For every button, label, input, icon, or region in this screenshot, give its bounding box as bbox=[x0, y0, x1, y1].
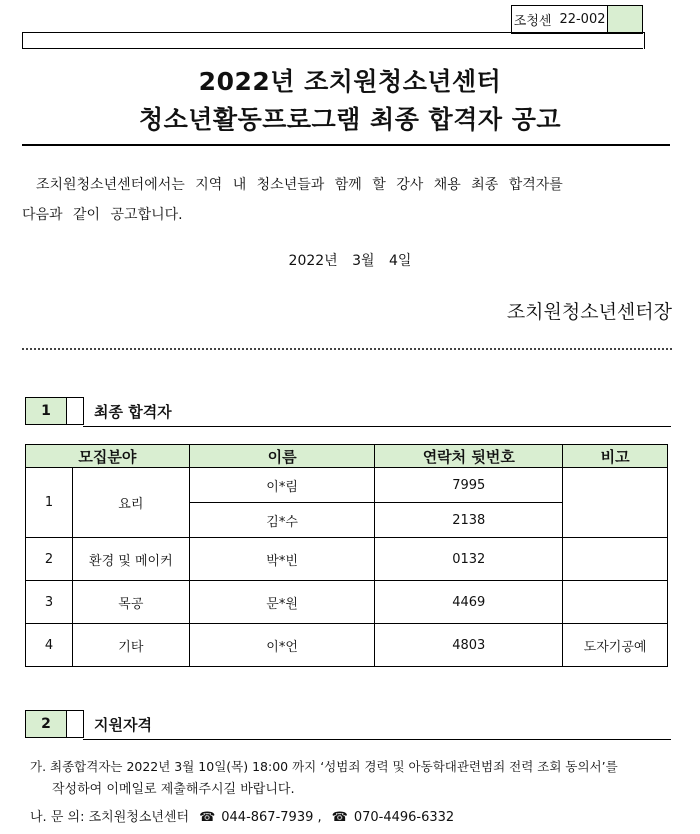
row-phone: 4469 bbox=[375, 581, 563, 624]
row-note: 도자기공예 bbox=[563, 624, 668, 667]
row-field: 기타 bbox=[72, 624, 189, 667]
section1-number: 1 bbox=[25, 397, 67, 425]
table-row bbox=[26, 624, 668, 667]
dotted-divider bbox=[22, 348, 672, 350]
item-na bbox=[30, 807, 454, 829]
row-phone: 7995 bbox=[375, 468, 563, 503]
row-field: 요리 bbox=[72, 468, 189, 538]
header-name: 이름 bbox=[189, 445, 375, 468]
header-field: 모집분야 bbox=[26, 445, 190, 468]
intro-line1: 조치원청소년센터에서는 지역 내 청소년들과 함께 할 강사 채용 최종 합격자를 bbox=[36, 177, 563, 193]
item-ga-line1: 가. 최종합격자는 2022년 3월 10일(목) 18:00 까지 ‘성범죄 경력 및 아동학대관련범죄 전력 조회 동의서’를 bbox=[30, 759, 618, 774]
table-row bbox=[26, 581, 668, 624]
page-title-line2: 청소년활동프로그램 최종 합격자 공고 bbox=[138, 105, 561, 134]
phone-icon: ☎ bbox=[199, 810, 216, 825]
contact-phone1: 044-867-7939 bbox=[221, 810, 314, 825]
row-field: 환경 및 메이커 bbox=[72, 538, 189, 581]
row-phone: 2138 bbox=[375, 503, 563, 538]
doc-number-label: 조청센 bbox=[513, 14, 552, 29]
row-name: 이*언 bbox=[189, 624, 375, 667]
row-name: 김*수 bbox=[189, 503, 375, 538]
section1-underline bbox=[83, 426, 671, 427]
section2-number: 2 bbox=[25, 710, 67, 738]
row-number: 1 bbox=[26, 468, 73, 538]
row-note bbox=[563, 538, 668, 581]
row-phone: 0132 bbox=[375, 538, 563, 581]
table-row bbox=[26, 538, 668, 581]
issuer-name: 조치원청소년센터장 bbox=[506, 301, 672, 323]
section2-number-tab bbox=[67, 710, 84, 738]
table-row bbox=[26, 468, 668, 503]
section1-number-tab bbox=[67, 397, 84, 425]
announcement-date: 2022년 3월 4일 bbox=[288, 253, 412, 269]
section2-underline bbox=[83, 739, 671, 740]
phone-icon: ☎ bbox=[331, 810, 348, 825]
header-phone: 연락처 뒷번호 bbox=[375, 445, 563, 468]
doc-number-green-cell bbox=[607, 6, 642, 33]
row-number: 4 bbox=[26, 624, 73, 667]
section1-title: 최종 합격자 bbox=[94, 403, 172, 421]
intro-paragraph bbox=[22, 170, 672, 230]
contact-phone2: 070-4496-6332 bbox=[353, 810, 455, 825]
row-name: 박*빈 bbox=[189, 538, 375, 581]
header-note: 비고 bbox=[563, 445, 668, 468]
row-note bbox=[563, 581, 668, 624]
row-number: 3 bbox=[26, 581, 73, 624]
row-name: 이*림 bbox=[189, 468, 375, 503]
section2-header bbox=[25, 710, 84, 738]
contact-separator: , bbox=[317, 810, 322, 825]
title-frame-line bbox=[22, 48, 643, 49]
title-frame-top bbox=[22, 32, 645, 49]
section1-header bbox=[25, 397, 84, 425]
row-phone: 4803 bbox=[375, 624, 563, 667]
row-note bbox=[563, 468, 668, 538]
title-underline bbox=[22, 144, 670, 146]
results-table bbox=[25, 444, 668, 667]
table-header-row bbox=[26, 445, 668, 468]
page-title-line1: 2022년 조치원청소년센터 bbox=[198, 67, 502, 96]
row-name: 문*원 bbox=[189, 581, 375, 624]
intro-line2: 다음과 같이 공고합니다. bbox=[22, 207, 183, 223]
doc-number: 22-002 bbox=[559, 12, 606, 27]
row-field: 목공 bbox=[72, 581, 189, 624]
doc-number-box bbox=[511, 5, 643, 34]
item-ga-line2: 작성하여 이메일로 제출해주시길 바랍니다. bbox=[52, 782, 295, 797]
row-number: 2 bbox=[26, 538, 73, 581]
section2-title: 지원자격 bbox=[94, 716, 152, 734]
contact-prefix: 나. 문 의: 조치원청소년센터 bbox=[30, 810, 190, 825]
